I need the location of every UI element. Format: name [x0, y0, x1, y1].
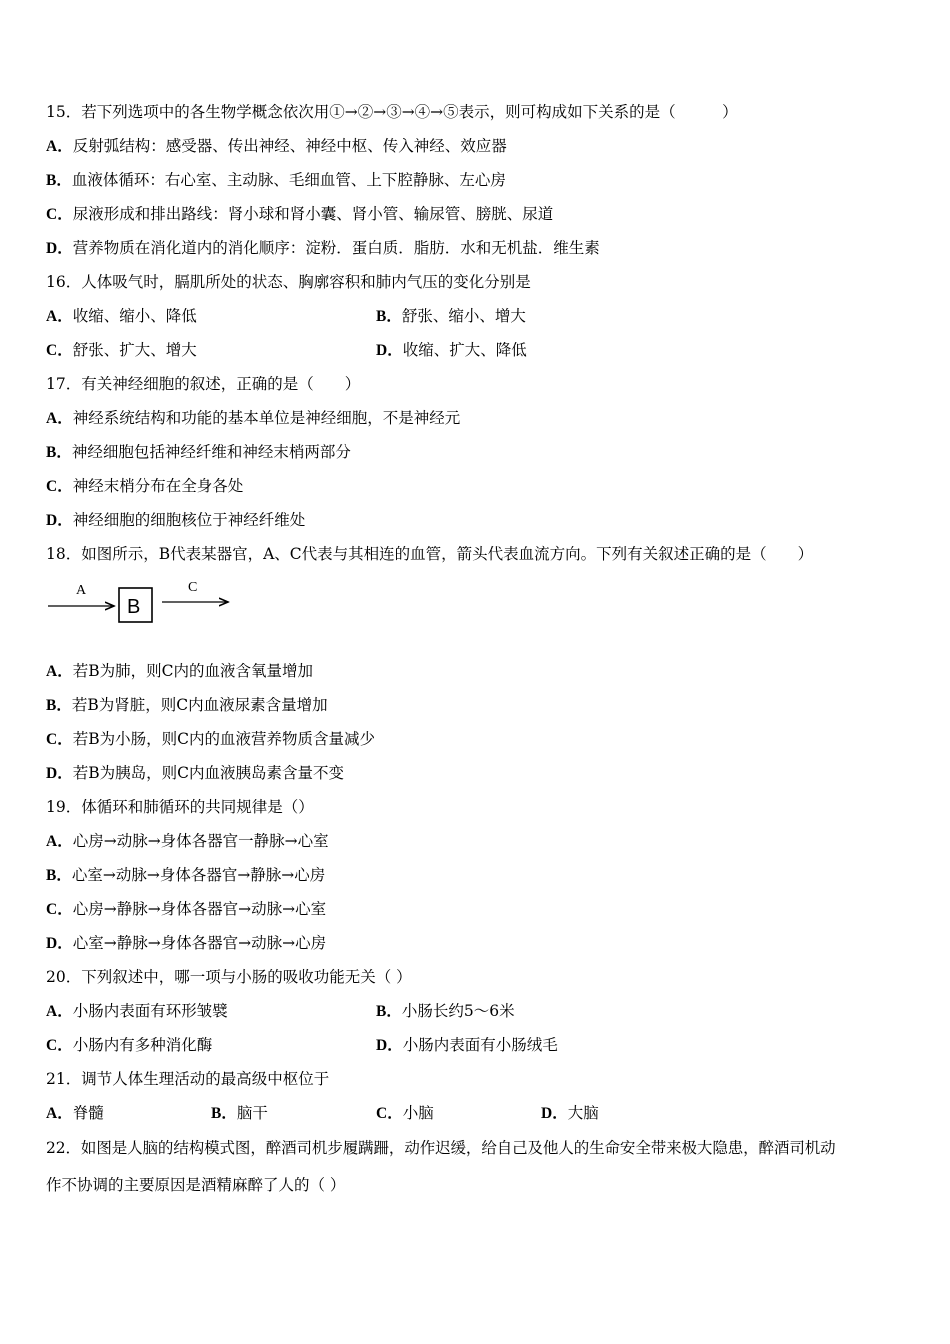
option-label: C．	[46, 1037, 73, 1054]
option-label: D．	[46, 935, 73, 952]
question-19-option-a	[46, 831, 329, 852]
question-16-option-c	[46, 340, 197, 361]
option-text: 收缩、扩大、降低	[402, 341, 527, 359]
option-text: 心室→动脉→身体各器官→静脉→心房	[71, 866, 326, 884]
option-text: 脊髓	[72, 1104, 104, 1122]
option-label: C．	[46, 731, 73, 748]
option-label: A．	[46, 410, 73, 427]
option-label: C．	[46, 901, 73, 918]
question-19-option-c	[46, 899, 326, 920]
question-16-option-d	[376, 340, 527, 361]
option-label: D．	[376, 342, 403, 359]
option-label: B．	[211, 1105, 237, 1122]
option-text: 神经系统结构和功能的基本单位是神经细胞，不是神经元	[72, 409, 461, 427]
question-20-option-a	[46, 1001, 228, 1022]
option-label: A．	[46, 833, 73, 850]
question-19-option-d	[46, 933, 326, 954]
question-21-option-c	[376, 1103, 434, 1124]
question-15-option-c	[46, 204, 553, 225]
option-text: 神经细胞包括神经纤维和神经末梢两部分	[71, 443, 351, 461]
option-text: 若B为肾脏，则C内血液尿素含量增加	[71, 696, 328, 714]
question-15-option-b	[46, 170, 506, 191]
question-19-stem: 19．体循环和肺循环的共同规律是（）	[46, 798, 314, 816]
option-text: 心房→静脉→身体各器官→动脉→心室	[72, 900, 327, 918]
question-16-stem: 16．人体吸气时，膈肌所处的状态、胸廓容积和肺内气压的变化分别是	[46, 273, 531, 291]
option-text: 小肠内表面有小肠绒毛	[402, 1036, 558, 1054]
option-text: 小肠长约5～6米	[401, 1002, 515, 1020]
option-text: 心室→静脉→身体各器官→动脉→心房	[72, 934, 327, 952]
question-22-stem-line-1: 22．如图是人脑的结构模式图，醉酒司机步履蹒跚，动作迟缓，给自己及他人的生命安全带来极大隐患，醉酒司机动	[46, 1139, 836, 1157]
vessel-a-label: A	[76, 583, 87, 598]
option-text: 舒张、缩小、增大	[401, 307, 526, 325]
question-16-option-b	[376, 306, 526, 327]
option-label: A．	[46, 1105, 73, 1122]
option-label: C．	[376, 1105, 403, 1122]
option-text: 神经末梢分布在全身各处	[72, 477, 244, 495]
option-text: 心房→动脉→身体各器官一静脉→心室	[72, 832, 329, 850]
question-18-option-c	[46, 729, 375, 750]
option-label: B．	[376, 308, 402, 325]
option-label: B．	[46, 697, 72, 714]
question-18-stem: 18．如图所示，B代表某器官，A、C代表与其相连的血管，箭头代表血流方向。下列有关叙述正确的是（ ）	[46, 545, 814, 563]
option-text: 收缩、缩小、降低	[72, 307, 197, 325]
option-label: B．	[46, 867, 72, 884]
option-label: A．	[46, 138, 73, 155]
question-19-option-b	[46, 865, 325, 886]
question-15-stem: 15．若下列选项中的各生物学概念依次用①→②→③→④→⑤表示，则可构成如下关系的是（ ）	[46, 103, 738, 121]
option-label: A．	[46, 308, 73, 325]
option-label: D．	[46, 765, 73, 782]
option-text: 血液体循环：右心室、主动脉、毛细血管、上下腔静脉、左心房	[71, 171, 506, 189]
option-label: C．	[46, 478, 73, 495]
option-text: 小肠内有多种消化酶	[72, 1036, 213, 1054]
question-20-option-c	[46, 1035, 212, 1056]
option-text: 尿液形成和排出路线：肾小球和肾小囊、肾小管、输尿管、膀胱、尿道	[72, 205, 554, 223]
question-18-option-b	[46, 695, 328, 716]
option-text: 小肠内表面有环形皱襞	[72, 1002, 228, 1020]
option-label: C．	[46, 206, 73, 223]
option-text: 若B为胰岛，则C内血液胰岛素含量不变	[72, 764, 344, 782]
question-20-option-b	[376, 1001, 515, 1022]
question-18-option-a	[46, 661, 313, 682]
question-17-option-d	[46, 510, 305, 531]
option-label: A．	[46, 1003, 73, 1020]
option-label: D．	[46, 512, 73, 529]
option-label: D．	[541, 1105, 568, 1122]
organ-b-label: B	[127, 596, 141, 618]
option-text: 大脑	[567, 1104, 599, 1122]
option-label: C．	[46, 342, 73, 359]
question-17-stem: 17．有关神经细胞的叙述，正确的是（ ）	[46, 375, 361, 393]
option-label: B．	[46, 444, 72, 461]
question-17-option-b	[46, 442, 351, 463]
question-20-option-d	[376, 1035, 558, 1056]
option-label: B．	[46, 172, 72, 189]
question-22-stem-line-2: 作不协调的主要原因是酒精麻醉了人的（ ）	[46, 1176, 346, 1194]
question-17-option-c	[46, 476, 243, 497]
option-label: A．	[46, 663, 73, 680]
option-text: 若B为肺，则C内的血液含氧量增加	[72, 662, 313, 680]
option-label: D．	[376, 1037, 403, 1054]
question-18-option-d	[46, 763, 344, 784]
question-21-stem: 21．调节人体生理活动的最高级中枢位于	[46, 1070, 330, 1088]
question-15-option-d	[46, 238, 600, 259]
option-text: 营养物质在消化道内的消化顺序：淀粉．蛋白质．脂肪．水和无机盐．维生素	[72, 239, 600, 257]
question-17-option-a	[46, 408, 460, 429]
question-21-option-a	[46, 1103, 104, 1124]
option-label: B．	[376, 1003, 402, 1020]
option-text: 神经细胞的细胞核位于神经纤维处	[72, 511, 306, 529]
option-text: 小脑	[402, 1104, 434, 1122]
option-text: 若B为小肠，则C内的血液营养物质含量减少	[72, 730, 375, 748]
vessel-c-label: C	[188, 580, 198, 595]
option-text: 脑干	[236, 1104, 268, 1122]
question-20-stem: 20．下列叙述中，哪一项与小肠的吸收功能无关（ ）	[46, 968, 412, 986]
blood-flow-diagram	[46, 574, 246, 630]
question-21-option-d	[541, 1103, 599, 1124]
question-21-option-b	[211, 1103, 268, 1124]
question-16-option-a	[46, 306, 197, 327]
option-label: D．	[46, 240, 73, 257]
question-15-option-a	[46, 136, 507, 157]
option-text: 舒张、扩大、增大	[72, 341, 197, 359]
option-text: 反射弧结构：感受器、传出神经、神经中枢、传入神经、效应器	[72, 137, 507, 155]
